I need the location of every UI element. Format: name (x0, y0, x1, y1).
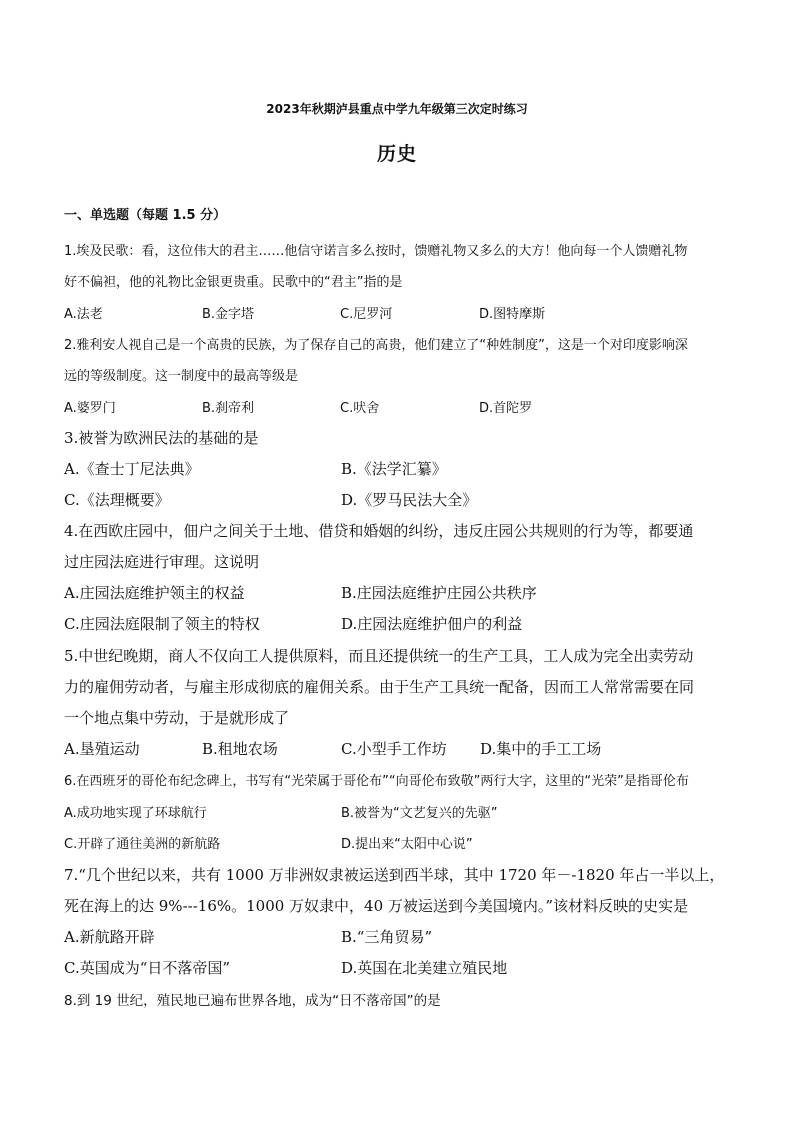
option-d: D.庄园法庭维护佃户的利益 (341, 615, 523, 633)
option-c: C.尼罗河 (340, 307, 393, 322)
question-3-text: 3.被誉为欧洲民法的基础的是 (64, 429, 259, 447)
option-b: B.租地农场 (202, 740, 278, 758)
option-c: C.庄园法庭限制了领主的特权 (64, 615, 260, 633)
option-a: A.成功地实现了环球航行 (64, 806, 207, 821)
option-c: C.英国成为“日不落帝国” (64, 959, 231, 977)
option-a: A.庄园法庭维护领主的权益 (64, 584, 245, 602)
option-a: A.婆罗门 (64, 401, 116, 416)
option-b: B.金字塔 (202, 307, 255, 322)
question-5-text: 力的雇佣劳动者，与雇主形成彻底的雇佣关系。由于生产工具统一配备，因而工人常常需要在同 (64, 678, 695, 696)
question-1-text: 1.埃及民歌：看，这位伟大的君主……他信守诺言多么按时，馈赠礼物又多么的大方！他向每一个人馈赠礼物 (64, 244, 688, 259)
question-6-text: 6.在西班牙的哥伦布纪念碑上，书写有“光荣属于哥伦布”“向哥伦布致敬”两行大字，这里的“光荣”是指哥伦布 (64, 774, 689, 789)
question-8-text: 8.到 19 世纪，殖民地已遍布世界各地，成为“日不落帝国”的是 (64, 993, 441, 1009)
option-d: D.英国在北美建立殖民地 (341, 959, 508, 977)
question-7-text: 死在海上的达 9%---16%。1000 万奴隶中，40 万被运送到今美国境内。”该材料反映的史实是 (64, 897, 689, 915)
option-b: B.庄园法庭维护庄园公共秩序 (341, 584, 537, 602)
question-4-text: 4.在西欧庄园中，佃户之间关于土地、借贷和婚姻的纠纷，违反庄园公共规则的行为等，都要通 (64, 522, 694, 540)
question-4-text: 过庄园法庭进行审理。这说明 (64, 553, 260, 571)
option-c: C.开辟了通往美洲的新航路 (64, 837, 221, 852)
option-d: D.集中的手工工场 (480, 740, 602, 758)
option-b: B.《法学汇纂》 (341, 460, 447, 478)
question-1-text: 好不偏袒，他的礼物比金银更贵重。民歌中的“君主”指的是 (64, 275, 403, 290)
option-b: B.“三角贸易” (341, 928, 433, 946)
option-c: C.吠舍 (340, 401, 380, 416)
option-a: A.《查士丁尼法典》 (64, 460, 200, 478)
option-d: D.提出来“太阳中心说” (341, 837, 473, 852)
option-d: D.图特摩斯 (479, 307, 546, 322)
option-b: B.被誉为“文艺复兴的先驱” (341, 806, 498, 821)
option-d: D.《罗马民法大全》 (341, 491, 478, 509)
question-5-text: 5.中世纪晚期，商人不仅向工人提供原料，而且还提供统一的生产工具，工人成为完全出卖劳动 (64, 647, 694, 665)
option-a: A.法老 (64, 307, 103, 322)
option-c: C.《法理概要》 (64, 491, 170, 509)
question-2-text: 远的等级制度。这一制度中的最高等级是 (64, 369, 299, 384)
subject-title: 历史 (376, 143, 417, 165)
question-2-text: 2.雅利安人视自己是一个高贵的民族，为了保存自己的高贵，他们建立了“种姓制度”，这是一个对印度影响深 (64, 338, 688, 353)
option-b: B.刹帝利 (202, 401, 255, 416)
question-5-text: 一个地点集中劳动，于是就形成了 (64, 709, 290, 727)
question-7-text: 7.“几个世纪以来，共有 1000 万非洲奴隶被运送到西半球，其中 1720 年－-1820 年占一半以上， (64, 866, 725, 884)
option-a: A.垦殖运动 (64, 740, 140, 758)
section-heading: 一、单选题（每题 1.5 分） (64, 208, 227, 223)
exam-title: 2023年秋期泸县重点中学九年级第三次定时练习 (266, 102, 528, 116)
option-a: A.新航路开辟 (64, 928, 155, 946)
option-d: D.首陀罗 (479, 401, 533, 416)
option-c: C.小型手工作坊 (341, 740, 447, 758)
